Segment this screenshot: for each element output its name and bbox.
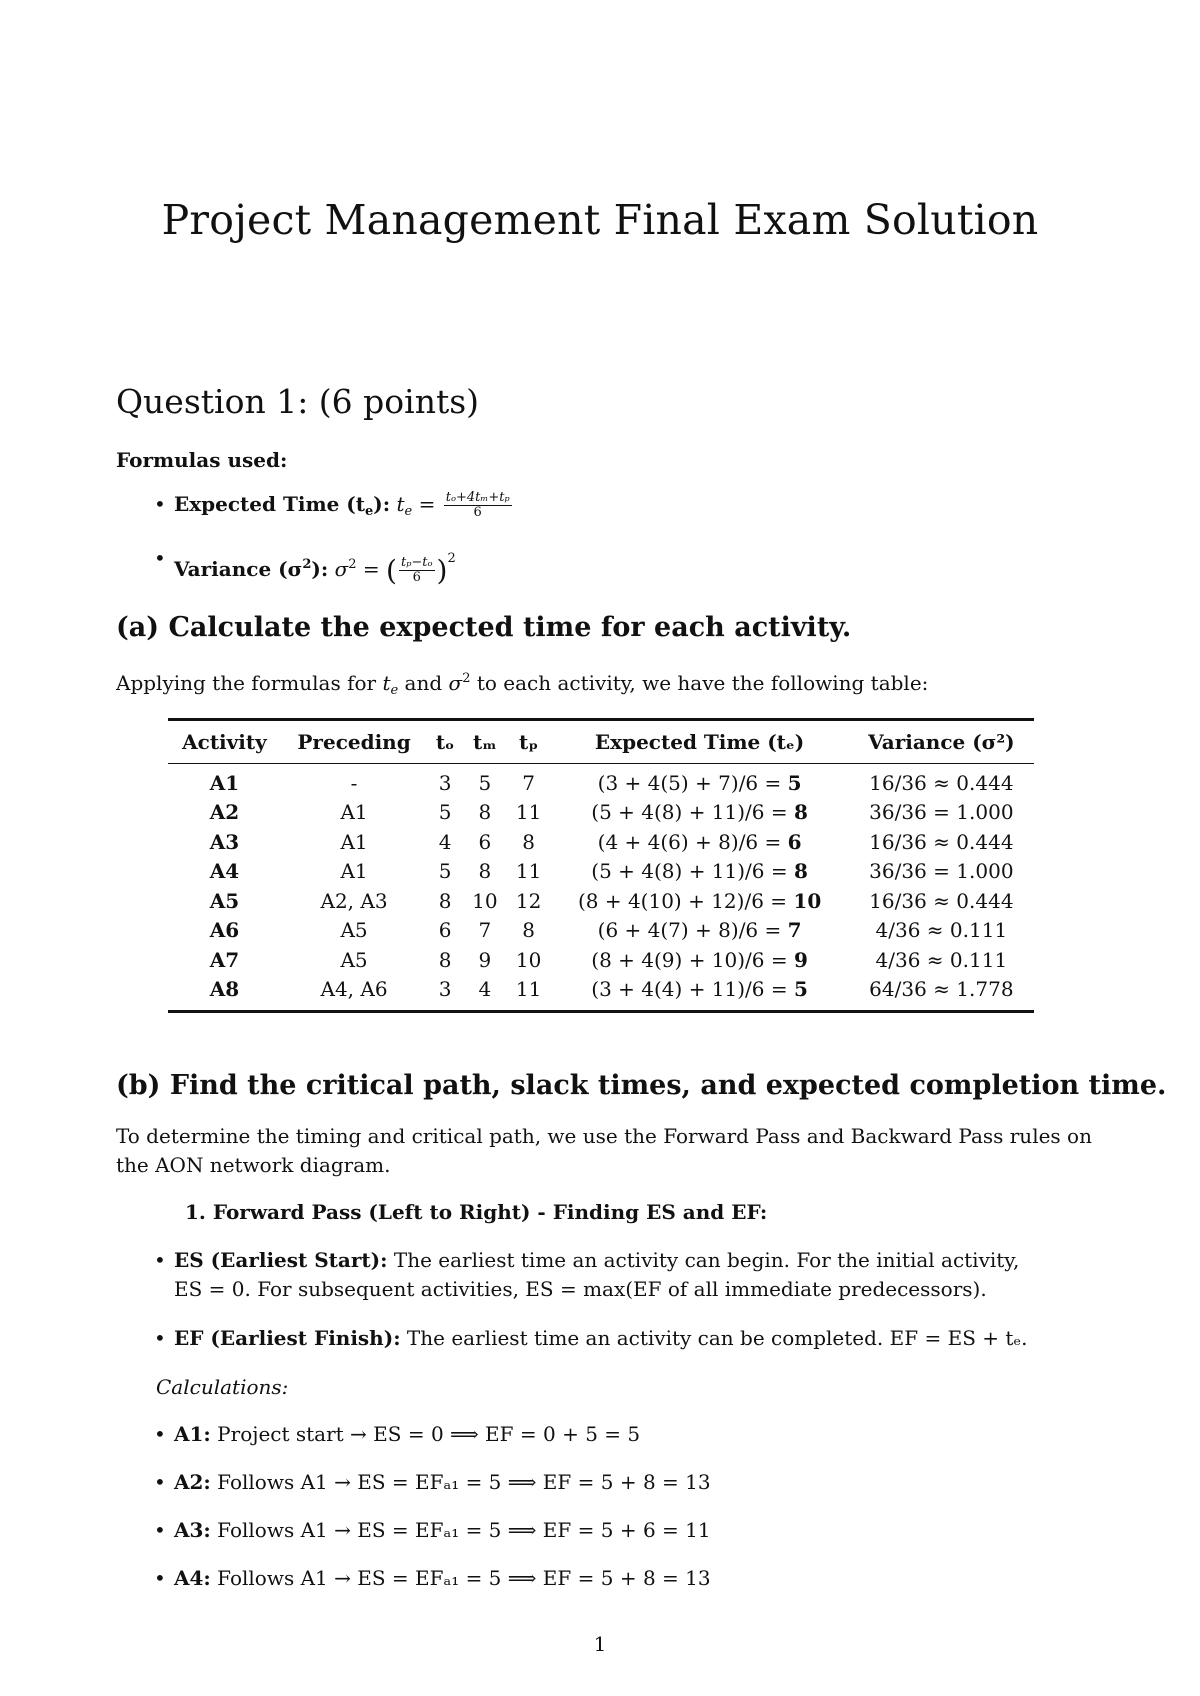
col-tp: tₚ: [507, 720, 551, 764]
variance-fraction: $\frac{\text{tₚ−tₒ}}{6}$: [400, 555, 433, 585]
calculations-label: Calculations:: [156, 1375, 289, 1399]
part-b-heading: (b) Find the critical path, slack times, and expected completion time.: [116, 1070, 1167, 1101]
table-row: A6 A5 6 7 8 (6 + 4(7) + 8)/6 = 7 4/36 ≈ 0.111: [209, 918, 1008, 943]
col-expected-time: Expected Time (tₑ): [550, 720, 848, 764]
calc-a2: • A2: Follows A1 → ES = EFₐ₁ = 5 ⟹ EF = 5 + 8 = 13: [156, 1468, 711, 1497]
col-activity: Activity: [168, 720, 281, 764]
formula-variance: • Variance $(\sigma^2)$: $\sigma^2$ = ( $\frac{\text{tₚ−tₒ}}{6}$ )$^2$: [156, 544, 514, 585]
table-row: A1 - 3 5 7 (3 + 4(5) + 7)/6 = 5 16/36 ≈ 0.444: [209, 770, 1014, 795]
part-a-intro: Applying the formulas for $t_e$ and $\sigma^2$ to each activity, we have the following table:: [116, 671, 929, 698]
page-title: Project Management Final Exam Solution: [161, 196, 1039, 244]
calc-a3: • A3: Follows A1 → ES = EFₐ₁ = 5 ⟹ EF = 5 + 6 = 11: [156, 1516, 711, 1545]
calc-a4: • A4: Follows A1 → ES = EFₐ₁ = 5 ⟹ EF = 5 + 8 = 13: [156, 1564, 711, 1593]
formulas-label: Formulas used:: [116, 448, 288, 472]
es-definition: • ES (Earliest Start): The earliest time an activity can begin. For the initial activity, ES = 0. For subsequent activities, ES = max(EF of all immediate predecessors).: [156, 1246, 1100, 1304]
col-variance: Variance (σ²): [849, 720, 1034, 764]
calculations-list: [156, 1420, 711, 1593]
part-a-heading: (a) Calculate the expected time for each activity.: [116, 612, 852, 643]
col-preceding: Preceding: [281, 720, 427, 764]
table-row: A5 A2, A3 8 10 12 (8 + 4(10) + 12)/6 = 10 16/36 ≈ 0.444: [209, 888, 1014, 913]
activity-table: [168, 718, 1034, 1013]
table-row: A3 A1 4 6 8 (4 + 4(6) + 8)/6 = 6 16/36 ≈ 0.444: [209, 829, 1014, 854]
ef-definition: • EF (Earliest Finish): The earliest time an activity can be completed. EF = ES + tₑ.: [156, 1324, 1100, 1353]
definitions-list: [156, 1246, 1100, 1353]
col-tm: tₘ: [463, 720, 507, 764]
question-1-heading: Question 1: (6 points): [116, 382, 480, 421]
table-row: A4 A1 5 8 11 (5 + 4(8) + 11)/6 = 8 36/36 = 1.000: [209, 859, 1014, 884]
calc-a1: • A1: Project start → ES = 0 ⟹ EF = 0 + 5 = 5: [156, 1420, 711, 1449]
col-to: tₒ: [427, 720, 463, 764]
part-b-intro: To determine the timing and critical path, we use the Forward Pass and Backward Pass rules on the AON network diagram.: [116, 1124, 1092, 1177]
table-row: A8 A4, A6 3 4 11 (3 + 4(4) + 11)/6 = 5 64/36 ≈ 1.778: [209, 977, 1014, 1002]
table-row: A7 A5 8 9 10 (8 + 4(9) + 10)/6 = 9 4/36 ≈ 0.111: [209, 947, 1008, 972]
table-header-row: [168, 720, 1034, 764]
formula-list: [156, 490, 514, 585]
forward-pass-heading: 1. Forward Pass (Left to Right) - Finding ES and EF:: [185, 1200, 768, 1224]
table-row: A2 A1 5 8 11 (5 + 4(8) + 11)/6 = 8 36/36 = 1.000: [209, 800, 1014, 825]
expected-time-fraction: $\frac{\text{tₒ+4tₘ+tₚ}}{6}$: [445, 490, 510, 520]
formula-expected-time: • Expected Time $(t_e)$: $t_e$ = $\frac{\text{tₒ+4tₘ+tₚ}}{6}$: [156, 490, 514, 526]
page-number: 1: [593, 1632, 607, 1656]
